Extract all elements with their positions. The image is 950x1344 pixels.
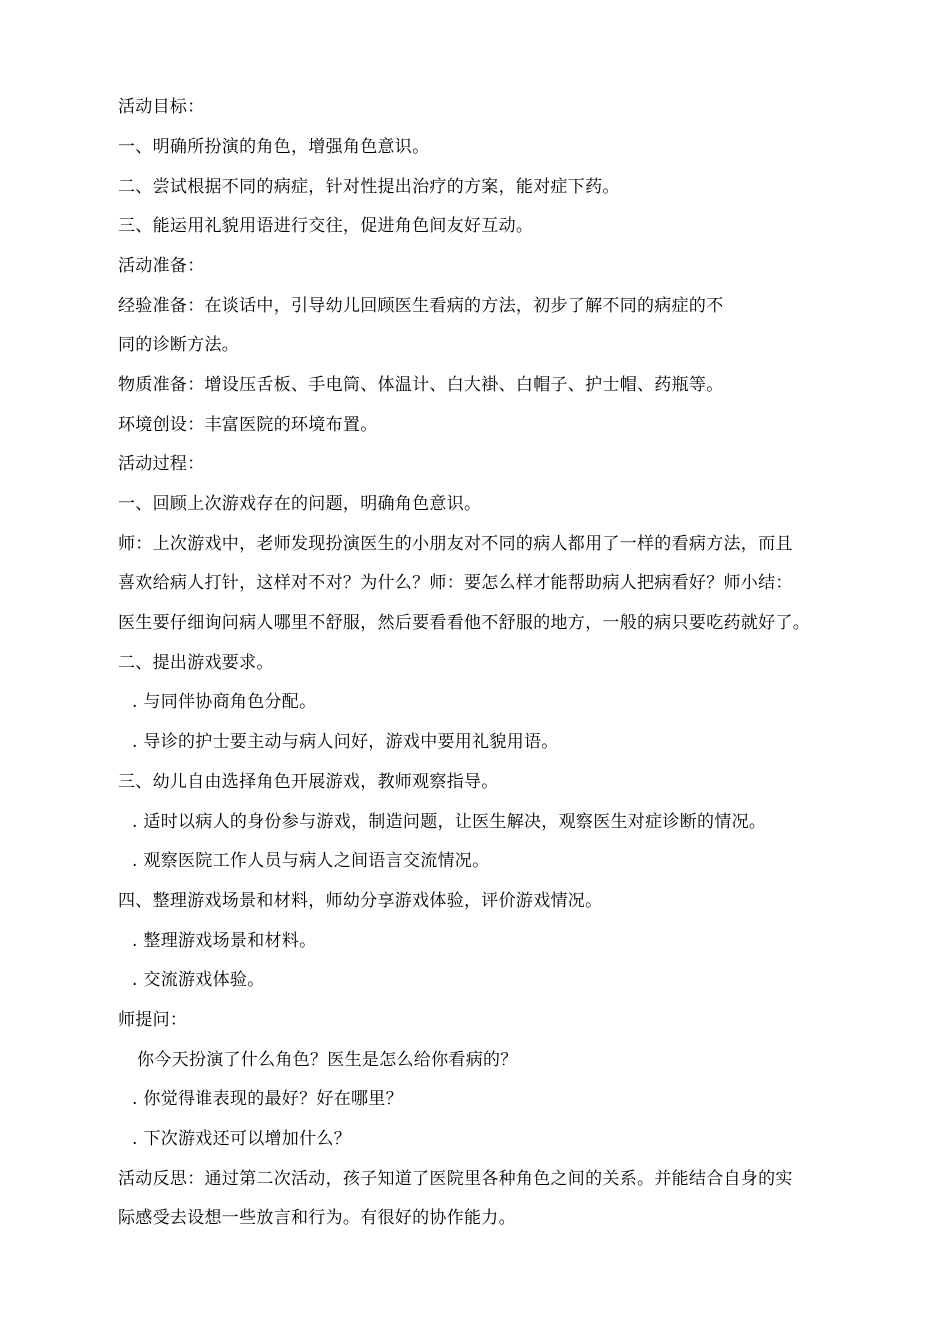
observation-item-1: . 适时以病人的身份参与游戏，制造问题，让医生解决，观察医生对症诊断的情况。	[132, 812, 767, 832]
teacher-speech-line-2: 喜欢给病人打针，这样对不对？为什么？师：要怎么样才能帮助病人把病看好？师小结：	[118, 573, 793, 593]
process-step-1: 一、回顾上次游戏存在的问题，明确角色意识。	[118, 494, 482, 514]
question-item-1: 你今天扮演了什么角色？医生是怎么给你看病的？	[137, 1050, 518, 1070]
section-heading-process: 活动过程：	[118, 454, 205, 474]
goal-item-3: 三、能运用礼貌用语进行交往，促进角色间友好互动。	[118, 216, 534, 236]
goal-item-2: 二、尝试根据不同的病症，针对性提出治疗的方案，能对症下药。	[118, 177, 620, 197]
question-item-2: . 你觉得谁表现的最好？好在哪里？	[132, 1089, 403, 1109]
process-step-3: 三、幼儿自由选择角色开展游戏，教师观察指导。	[118, 772, 499, 792]
process-step-2: 二、提出游戏要求。	[118, 653, 274, 673]
section-heading-goals: 活动目标：	[118, 97, 205, 117]
teacher-questions-heading: 师提问：	[118, 1010, 188, 1030]
wrapup-item-1: . 整理游戏场景和材料。	[132, 931, 317, 951]
reflection-line-1: 活动反思：通过第二次活动，孩子知道了医院里各种角色之间的关系。并能结合自身的实	[118, 1169, 793, 1189]
goal-item-1: 一、明确所扮演的角色，增强角色意识。	[118, 137, 430, 157]
section-heading-preparation: 活动准备：	[118, 256, 205, 276]
requirement-item-1: . 与同伴协商角色分配。	[132, 692, 317, 712]
preparation-experience-continued: 同的诊断方法。	[118, 335, 240, 355]
process-step-4: 四、整理游戏场景和材料，师幼分享游戏体验，评价游戏情况。	[118, 891, 603, 911]
question-item-3: . 下次游戏还可以增加什么？	[132, 1129, 352, 1149]
observation-item-2: . 观察医院工作人员与病人之间语言交流情况。	[132, 851, 490, 871]
teacher-speech-line-3: 医生要仔细询问病人哪里不舒服，然后要看看他不舒服的地方，一般的病只要吃药就好了。	[118, 613, 810, 633]
teacher-speech-line-1: 师：上次游戏中，老师发现扮演医生的小朋友对不同的病人都用了一样的看病方法，而且	[118, 534, 793, 554]
reflection-line-2: 际感受去设想一些放言和行为。有很好的协作能力。	[118, 1208, 516, 1228]
preparation-experience: 经验准备：在谈话中，引导幼儿回顾医生看病的方法，初步了解不同的病症的不	[118, 296, 724, 316]
preparation-materials: 物质准备：增设压舌板、手电筒、体温计、白大褂、白帽子、护士帽、药瓶等。	[118, 375, 724, 395]
preparation-environment: 环境创设：丰富医院的环境布置。	[118, 415, 378, 435]
wrapup-item-2: . 交流游戏体验。	[132, 970, 265, 990]
requirement-item-2: . 导诊的护士要主动与病人问好，游戏中要用礼貌用语。	[132, 732, 559, 752]
